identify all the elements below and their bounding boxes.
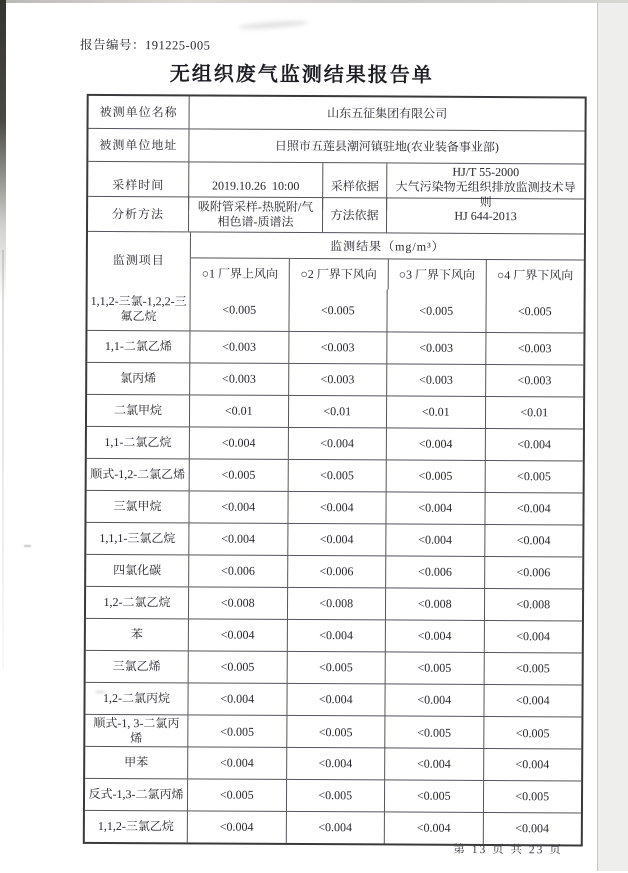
result-value: <0.004 — [285, 812, 384, 844]
report-number-label: 报告编号： — [79, 37, 146, 53]
column-header-downwind-4: ○4 厂界下风向 — [485, 260, 583, 291]
parameter-name: 三氯甲烷 — [113, 499, 162, 514]
unit-name-label: 被测单位名称 — [99, 104, 178, 119]
result-value: <0.005 — [386, 460, 485, 492]
result-value: <0.004 — [286, 748, 385, 780]
result-value: <0.005 — [384, 716, 483, 749]
parameter-name: 1,2-二氯丙烷 — [103, 690, 171, 706]
result-value: <0.006 — [484, 557, 583, 589]
parameter-name: 苯 — [130, 627, 143, 642]
result-value: <0.003 — [288, 364, 387, 396]
sample-time-label: 采样时间 — [112, 178, 165, 193]
result-value: <0.005 — [385, 652, 484, 684]
result-value: <0.008 — [286, 588, 385, 620]
result-value: <0.005 — [288, 289, 387, 332]
parameter-name: 氯丙烯 — [120, 371, 157, 386]
table-row-unit-name — [89, 96, 585, 131]
analysis-method-label: 分析方法 — [112, 206, 165, 221]
result-value: <0.004 — [483, 749, 582, 781]
result-value: <0.004 — [188, 619, 287, 651]
result-value: <0.005 — [286, 716, 385, 749]
result-value: <0.01 — [386, 396, 485, 428]
table-row — [87, 288, 583, 333]
result-value: <0.01 — [484, 397, 583, 429]
result-header-group — [190, 232, 584, 290]
result-value: <0.006 — [188, 555, 287, 587]
table-row — [87, 458, 583, 493]
result-value: <0.003 — [485, 333, 584, 365]
result-value: <0.004 — [484, 525, 583, 557]
table-row — [85, 746, 581, 781]
unit-address-label: 被测单位地址 — [99, 137, 178, 152]
result-value: <0.005 — [188, 651, 287, 683]
result-value: <0.005 — [384, 780, 483, 812]
result-value: <0.003 — [189, 363, 288, 395]
result-value: <0.005 — [285, 780, 384, 812]
parameter-name: 三氯乙烯 — [112, 659, 161, 674]
table-row — [86, 490, 582, 525]
result-value: <0.004 — [287, 492, 386, 524]
result-value: <0.004 — [483, 621, 582, 653]
result-value: <0.006 — [287, 556, 386, 588]
result-value: <0.004 — [385, 492, 484, 524]
parameter-name: 反式-1,3-二氯丙烯 — [88, 786, 184, 802]
sample-basis-label: 采样依据 — [322, 163, 386, 210]
table-row — [87, 330, 583, 365]
table-row — [86, 522, 582, 557]
column-header-downwind-2: ○2 厂界下风向 — [289, 259, 387, 290]
table-row — [86, 554, 582, 589]
table-row — [86, 586, 582, 621]
result-value: <0.004 — [384, 684, 483, 716]
parameter-name: 1,2-二氯乙烷 — [103, 594, 171, 610]
result-value: <0.005 — [286, 652, 385, 684]
result-value: <0.004 — [187, 811, 286, 843]
table-row — [85, 714, 581, 749]
column-header-downwind-3: ○3 厂界下风向 — [387, 259, 485, 290]
result-value: <0.005 — [483, 653, 582, 685]
report-number — [80, 35, 211, 54]
result-value: <0.004 — [287, 428, 386, 460]
method-basis-value: HJ 644-2013 — [386, 198, 584, 233]
result-value: <0.005 — [187, 779, 286, 811]
wind-direction-headers — [191, 257, 584, 290]
parameter-name: 1,1-二氯乙烯 — [104, 338, 172, 354]
result-value: <0.01 — [189, 395, 288, 427]
result-value: <0.004 — [384, 748, 483, 780]
result-value: <0.004 — [188, 523, 287, 555]
parameter-name: 1,1,2-三氯乙烷 — [97, 818, 174, 834]
table-row-unit-address — [88, 128, 584, 164]
result-value: <0.004 — [384, 812, 483, 844]
result-value: <0.004 — [386, 428, 485, 460]
table-row-sample-time — [88, 161, 584, 210]
parameter-name: 顺式-1,2-二氯乙烯 — [90, 466, 186, 482]
result-value: <0.005 — [386, 289, 485, 332]
result-value: <0.006 — [385, 556, 484, 588]
result-value: <0.003 — [386, 332, 485, 364]
table-row — [87, 362, 583, 397]
result-value: <0.004 — [484, 429, 583, 461]
page-footer: 第 13 页 共 23 页 — [453, 843, 563, 857]
result-value: <0.004 — [385, 620, 484, 652]
result-value: <0.004 — [483, 685, 582, 717]
parameter-name: 1,1-二氯乙烷 — [104, 434, 172, 450]
sample-basis-value: HJ/T 55-2000 大气污染物无组织排放监测技术导则 — [386, 163, 584, 211]
result-value: <0.005 — [189, 459, 288, 491]
unit-address-value: 日照市五莲县潮河镇驻地(农业装备事业部) — [188, 129, 584, 163]
parameter-name: 1,1,2-三氯-1,2,2-三氟乙烷 — [90, 293, 187, 324]
sample-time-value: 2019.10.26 10:00 — [188, 162, 322, 210]
item-column-header: 监测项目 — [112, 252, 165, 267]
result-unit-header: 监测结果（mg/m³） — [330, 239, 445, 254]
table-row — [85, 778, 581, 813]
parameter-name: 甲苯 — [124, 755, 149, 770]
result-value: <0.01 — [287, 396, 386, 428]
result-value: <0.003 — [189, 331, 288, 363]
result-value: <0.004 — [482, 813, 581, 845]
monitoring-result-table — [83, 94, 587, 847]
table-row — [85, 682, 581, 717]
result-value: <0.005 — [483, 717, 582, 750]
column-header-upwind-1: ○1 厂界上风向 — [201, 265, 279, 281]
result-value: <0.008 — [483, 589, 582, 621]
result-value: <0.008 — [385, 588, 484, 620]
analysis-method-value: 吸附管采样-热脱附/气相色谱-质谱法 — [188, 197, 322, 232]
parameter-name: 二氯甲烷 — [113, 403, 163, 418]
table-header-row — [88, 231, 584, 291]
result-value: <0.005 — [187, 715, 286, 748]
result-value: <0.005 — [485, 290, 584, 333]
result-value: <0.008 — [188, 587, 287, 619]
table-row-analysis-method — [88, 196, 584, 234]
result-value: <0.003 — [288, 332, 387, 364]
table-row — [87, 394, 583, 429]
result-value: <0.005 — [482, 781, 581, 813]
parameter-name: 顺式-1, 3-二氯丙烯 — [93, 715, 180, 746]
result-value: <0.004 — [188, 491, 287, 523]
method-basis-label: 方法依据 — [322, 198, 386, 232]
unit-name-value: 山东五征集团有限公司 — [189, 96, 585, 130]
parameter-name: 1,1,1-三氯乙烷 — [99, 530, 176, 546]
result-value: <0.004 — [287, 524, 386, 556]
result-value: <0.004 — [286, 684, 385, 716]
result-value: <0.004 — [286, 620, 385, 652]
result-value: <0.004 — [187, 747, 286, 779]
table-row — [87, 426, 583, 461]
result-value: <0.004 — [484, 493, 583, 525]
table-row — [86, 650, 582, 685]
result-value: <0.004 — [187, 683, 286, 715]
result-value: <0.004 — [385, 524, 484, 556]
result-value: <0.005 — [287, 460, 386, 492]
result-value: <0.005 — [484, 461, 583, 493]
result-value: <0.003 — [485, 365, 584, 397]
page-title: 无组织废气监测结果报告单 — [169, 63, 434, 87]
results-body — [85, 288, 584, 845]
parameter-name: 四氯化碳 — [113, 563, 162, 578]
result-value: <0.005 — [189, 288, 288, 331]
result-value: <0.004 — [189, 427, 288, 459]
table-row — [86, 618, 582, 653]
report-number-value: 191225-005 — [144, 38, 211, 53]
result-value: <0.003 — [386, 364, 485, 396]
